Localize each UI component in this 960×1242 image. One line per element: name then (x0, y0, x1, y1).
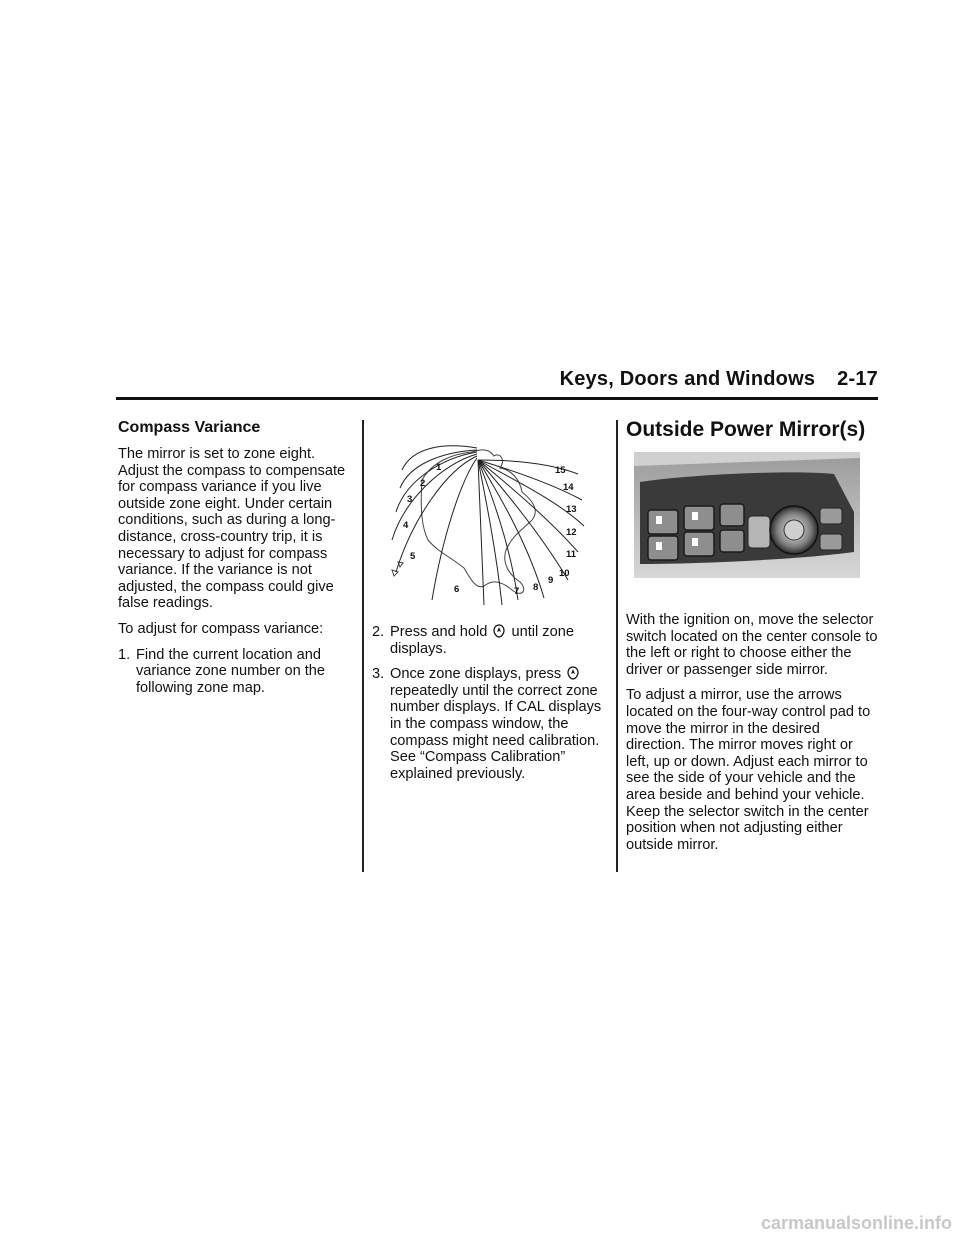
zone-label: 15 (555, 465, 566, 476)
zone-label: 8 (533, 582, 539, 593)
compass-button-icon (567, 666, 579, 680)
compass-variance-heading: Compass Variance (118, 419, 261, 436)
step-text-pre: Once zone displays, press (390, 666, 562, 683)
compass-paragraph-2: To adjust for compass variance: (118, 620, 324, 637)
zone-label: 2 (420, 478, 426, 489)
column-compass-variance (118, 418, 354, 705)
compass-button-icon (493, 624, 505, 638)
header-rule (116, 397, 878, 400)
page-header (0, 368, 878, 391)
zone-label: 3 (407, 494, 413, 505)
column-outside-mirror (626, 418, 878, 454)
zone-label: 9 (548, 575, 554, 586)
watermark: carmanualsonline.info (760, 1213, 952, 1233)
zone-label: 1 (436, 462, 442, 473)
mirror-paragraph-1: With the ignition on, move the selector switch located on the center console to the left or right to choose either the driver or passenger side mirror. (626, 612, 878, 678)
mirror-switch-illustration (634, 452, 860, 578)
zone-label: 7 (514, 586, 520, 597)
zone-label: 4 (403, 520, 409, 531)
zone-label: 10 (559, 568, 570, 579)
mirror-text (626, 612, 878, 862)
header-title: Keys, Doors and Windows (559, 368, 816, 390)
step-text-post: until zone displays. (390, 624, 574, 657)
zone-label: 5 (410, 551, 416, 562)
zone-label: 14 (563, 482, 574, 493)
zone-map-graphic (372, 440, 608, 610)
step-number: 3. (372, 666, 385, 683)
column-divider-2 (616, 420, 618, 872)
step-3 (372, 666, 608, 782)
zone-label: 13 (566, 504, 577, 515)
mirror-paragraph-2: To adjust a mirror, use the arrows located on the four-way control pad to move the mirror in the desired direction. The mirror moves right or left, up or down. Adjust each mirror to see the side of your vehicle and the area beside and behind your vehicle. Keep the selector switch in the center position when not adjusting either outside mirror. (626, 687, 871, 853)
outside-mirror-heading: Outside Power Mirror(s) (626, 418, 866, 441)
compass-paragraph-1: The mirror is set to zone eight. Adjust the compass to compensate for compass variance if you live outside zone eight. Under certain conditions, such as during a long-distance, cross-country trip, it is necessary to adjust for compass variance. If the variance is not adjusted, the compass could give false readings. (118, 446, 346, 612)
zone-label: 12 (566, 527, 577, 538)
zone-label: 6 (454, 584, 460, 595)
page-number: 2-17 (837, 368, 878, 390)
step-number: 1. (118, 646, 131, 663)
zone-map (372, 440, 608, 610)
mirror-control-photo (634, 452, 860, 578)
step-number: 2. (372, 624, 385, 640)
step-2 (372, 624, 608, 657)
step-text-post: repeatedly until the correct zone number displays. If CAL displays in the compass window, the compass might need calibration. See “Compass Calibration” explained previously. (390, 682, 602, 782)
step-1 (118, 647, 354, 697)
column-compass-steps (372, 624, 608, 791)
step-text: Find the current location and variance zone number on the following zone map. (136, 646, 326, 696)
step-text-pre: Press and hold (390, 624, 488, 640)
column-divider-1 (362, 420, 364, 872)
zone-label: 11 (566, 549, 577, 560)
